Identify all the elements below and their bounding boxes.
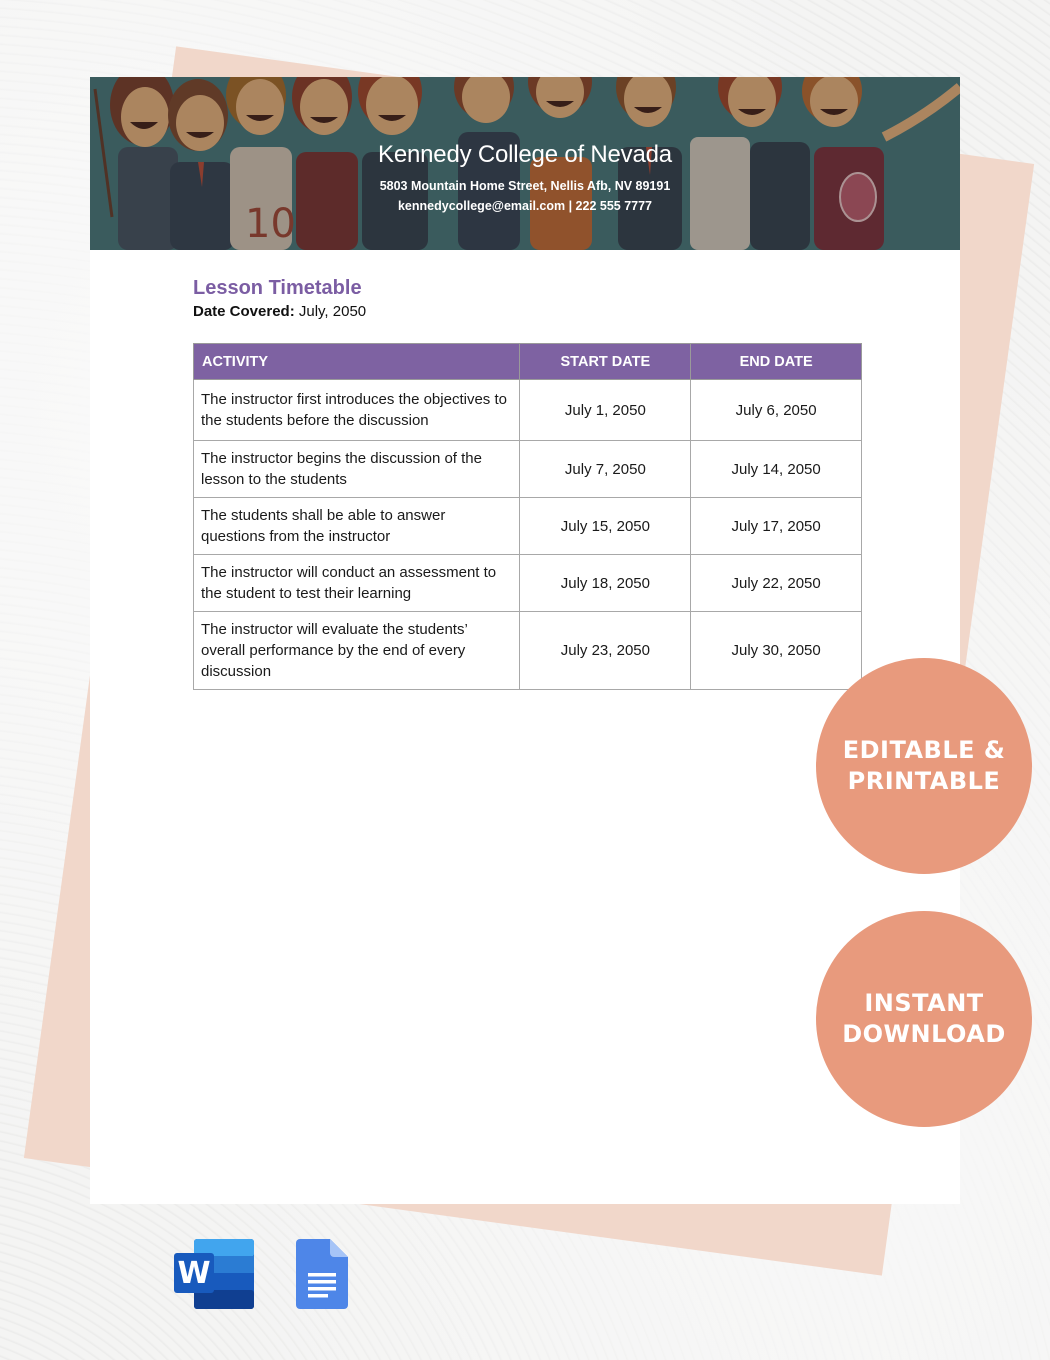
activity-cell: The instructor will evaluate the students’ overall performance by the end of every discussion xyxy=(194,612,520,690)
instant-download-badge: INSTANT DOWNLOAD xyxy=(816,911,1032,1127)
end-date-cell: July 6, 2050 xyxy=(691,380,862,441)
table-row xyxy=(194,555,862,612)
column-header-end-date: END DATE xyxy=(691,344,862,380)
column-header-start-date: START DATE xyxy=(520,344,691,380)
start-date-cell: July 15, 2050 xyxy=(520,498,691,555)
activity-cell: The instructor will conduct an assessment to the student to test their learning xyxy=(194,555,520,612)
activity-cell: The instructor first introduces the objectives to the students before the discussion xyxy=(194,380,520,441)
start-date-cell: July 23, 2050 xyxy=(520,612,691,690)
table-row xyxy=(194,498,862,555)
document-content xyxy=(193,275,861,690)
table-header-row xyxy=(194,344,862,380)
table-row xyxy=(194,441,862,498)
end-date-cell: July 14, 2050 xyxy=(691,441,862,498)
end-date-cell: July 30, 2050 xyxy=(691,612,862,690)
column-header-activity: ACTIVITY xyxy=(194,344,520,380)
activity-cell: The students shall be able to answer questions from the instructor xyxy=(194,498,520,555)
college-name: Kennedy College of Nevada xyxy=(378,141,672,168)
page-title: Lesson Timetable xyxy=(193,277,362,299)
start-date-cell: July 7, 2050 xyxy=(520,441,691,498)
start-date-cell: July 18, 2050 xyxy=(520,555,691,612)
lesson-timetable xyxy=(193,343,862,690)
svg-text:W: W xyxy=(177,1256,211,1291)
end-date-cell: July 22, 2050 xyxy=(691,555,862,612)
start-date-cell: July 1, 2050 xyxy=(520,380,691,441)
header-banner xyxy=(90,77,960,250)
date-covered-value: July, 2050 xyxy=(298,303,367,320)
google-docs-icon xyxy=(296,1239,348,1309)
table-row xyxy=(194,612,862,690)
date-covered xyxy=(193,301,861,323)
college-address: 5803 Mountain Home Street, Nellis Afb, NV 89191 xyxy=(379,179,671,193)
table-row xyxy=(194,380,862,441)
college-contact: kennedycollege@email.com | 222 555 7777 xyxy=(397,199,653,213)
svg-text:10: 10 xyxy=(245,201,296,247)
date-covered-label: Date Covered: xyxy=(193,303,295,320)
editable-printable-badge: EDITABLE & PRINTABLE xyxy=(816,658,1032,874)
end-date-cell: July 17, 2050 xyxy=(691,498,862,555)
activity-cell: The instructor begins the discussion of the lesson to the students xyxy=(194,441,520,498)
microsoft-word-icon xyxy=(174,1239,254,1309)
